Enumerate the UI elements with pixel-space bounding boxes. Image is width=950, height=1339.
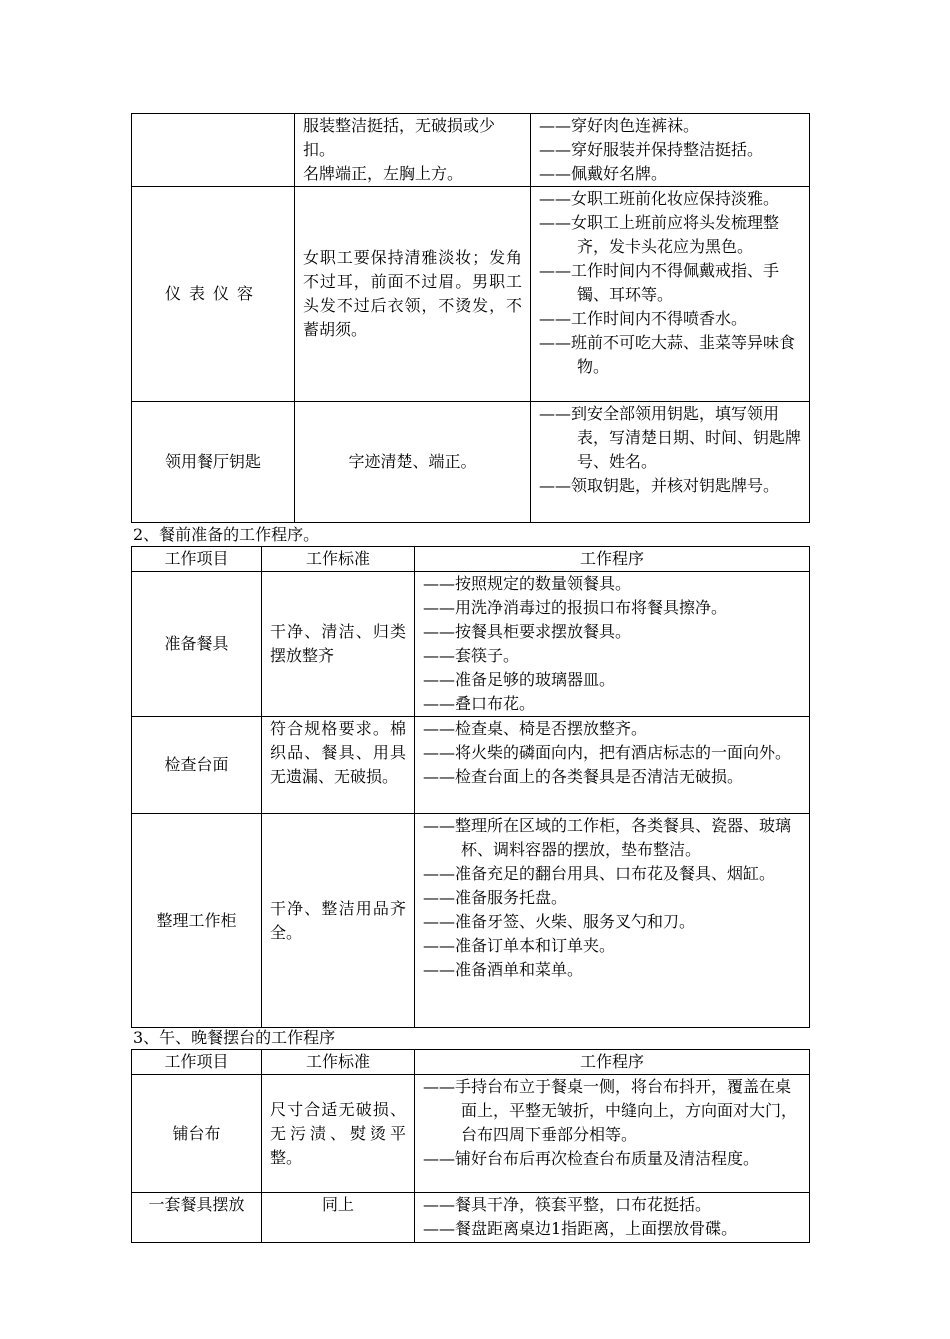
procedure-line: ——套筷子。 xyxy=(423,646,520,665)
procedure-line: ——叠口布花。 xyxy=(423,694,536,713)
procedure-line: ——按餐具柜要求摆放餐具。 xyxy=(423,622,632,641)
procedure-line: ——工作时间内不得喷香水。 xyxy=(539,309,748,328)
procedure-cell xyxy=(415,572,810,717)
standard-text: 名牌端正，左胸上方。 xyxy=(303,164,464,183)
procedure-line: ——佩戴好名牌。 xyxy=(539,164,668,183)
standard-cell xyxy=(295,187,531,402)
procedure-line: ——准备牙签、火柴、服务叉勺和刀。 xyxy=(423,912,696,931)
standard-text: 服装整洁挺括，无破损或少扣。 xyxy=(303,116,496,159)
procedure-line: ——准备服务托盘。 xyxy=(423,888,568,907)
table-row xyxy=(132,1193,810,1243)
procedure-line: ——餐具干净，筷套平整，口布花挺括。 xyxy=(423,1195,712,1214)
column-header: 工作程序 xyxy=(415,1050,810,1075)
table-row xyxy=(132,814,810,1028)
column-header: 工作标准 xyxy=(262,1050,415,1075)
procedure-line: ——餐盘距离桌边1指距离，上面摆放骨碟。 xyxy=(423,1219,738,1238)
table-row xyxy=(132,572,810,717)
item-cell: 一套餐具摆放 xyxy=(132,1193,262,1243)
procedure-cell xyxy=(415,717,810,814)
section-title: 2、餐前准备的工作程序。 xyxy=(133,525,320,544)
column-header: 工作项目 xyxy=(132,547,262,572)
table-row xyxy=(132,187,810,402)
standard-text: 女职工要保持清雅淡妆；发角不过耳，前面不过眉。男职工头发不过后衣领，不烫发，不蓄胡须。 xyxy=(303,248,522,339)
item-cell: 检查台面 xyxy=(132,717,262,814)
procedure-line: ——按照规定的数量领餐具。 xyxy=(423,574,632,593)
procedure-line: ——准备足够的玻璃器皿。 xyxy=(423,670,616,689)
standard-cell xyxy=(295,114,531,187)
procedure-line: ——手持台布立于餐桌一侧，将台布抖开，覆盖在桌面上，平整无皱折，中缝向上，方向面对大门，台布四周下垂部分相等。 xyxy=(423,1077,798,1144)
procedure-line: ——准备酒单和菜单。 xyxy=(423,960,584,979)
standard-cell: 干净、整洁用品齐全。 xyxy=(262,814,415,1028)
pre-meal-prep-table xyxy=(131,546,810,1028)
procedure-line: ——检查台面上的各类餐具是否清洁无破损。 xyxy=(423,767,744,786)
item-cell: 铺台布 xyxy=(132,1075,262,1193)
column-header: 工作标准 xyxy=(262,547,415,572)
procedure-line: ——检查桌、椅是否摆放整齐。 xyxy=(423,719,648,738)
item-cell: 整理工作柜 xyxy=(132,814,262,1028)
item-cell: 领用餐厅钥匙 xyxy=(132,402,295,523)
standard-cell xyxy=(295,402,531,523)
column-header: 工作项目 xyxy=(132,1050,262,1075)
table-row xyxy=(132,402,810,523)
table-row xyxy=(132,717,810,814)
item-cell: 仪表仪容 xyxy=(132,187,295,402)
table-row xyxy=(132,114,810,187)
table-row xyxy=(132,1075,810,1193)
standard-cell: 符合规格要求。棉织品、餐具、用具无遗漏、无破损。 xyxy=(262,717,415,814)
procedure-line: ——准备订单本和订单夹。 xyxy=(423,936,616,955)
procedure-line: ——班前不可吃大蒜、韭菜等异味食物。 xyxy=(539,333,796,376)
procedure-cell xyxy=(531,187,810,402)
standard-cell: 尺寸合适无破损、无污渍、熨烫平整。 xyxy=(262,1075,415,1193)
procedure-line: ——穿好服装并保持整洁挺括。 xyxy=(539,140,764,159)
procedure-cell xyxy=(415,814,810,1028)
section-title: 3、午、晚餐摆台的工作程序 xyxy=(133,1028,336,1047)
procedure-line: ——女职工班前化妆应保持淡雅。 xyxy=(539,189,780,208)
procedure-cell xyxy=(415,1075,810,1193)
procedure-cell xyxy=(531,114,810,187)
table-header-row xyxy=(132,547,810,572)
standard-cell: 同上 xyxy=(262,1193,415,1243)
procedure-line: ——领取钥匙，并核对钥匙牌号。 xyxy=(539,476,780,495)
procedure-line: ——用洗净消毒过的报损口布将餐具擦净。 xyxy=(423,598,728,617)
attire-table xyxy=(131,113,810,523)
procedure-cell xyxy=(415,1193,810,1243)
procedure-line: ——铺好台布后再次检查台布质量及清洁程度。 xyxy=(423,1149,760,1168)
standard-text: 字迹清楚、端正。 xyxy=(348,452,477,471)
procedure-cell xyxy=(531,402,810,523)
procedure-line: ——准备充足的翻台用具、口布花及餐具、烟缸。 xyxy=(423,864,776,883)
item-cell xyxy=(132,114,295,187)
column-header: 工作程序 xyxy=(415,547,810,572)
procedure-line: ——整理所在区域的工作柜，各类餐具、瓷器、玻璃杯、调料容器的摆放，垫布整洁。 xyxy=(423,816,792,859)
standard-cell: 干净、清洁、归类摆放整齐 xyxy=(262,572,415,717)
table-setting-table xyxy=(131,1049,810,1243)
procedure-line: ——工作时间内不得佩戴戒指、手镯、耳环等。 xyxy=(539,261,780,304)
procedure-line: ——将火柴的磷面向内，把有酒店标志的一面向外。 xyxy=(423,743,792,762)
procedure-line: ——到安全部领用钥匙，填写领用表，写清楚日期、时间、钥匙牌号、姓名。 xyxy=(539,404,802,471)
procedure-line: ——穿好肉色连裤袜。 xyxy=(539,116,700,135)
table-header-row xyxy=(132,1050,810,1075)
item-cell: 准备餐具 xyxy=(132,572,262,717)
procedure-line: ——女职工上班前应将头发梳理整齐，发卡头花应为黑色。 xyxy=(539,213,780,256)
